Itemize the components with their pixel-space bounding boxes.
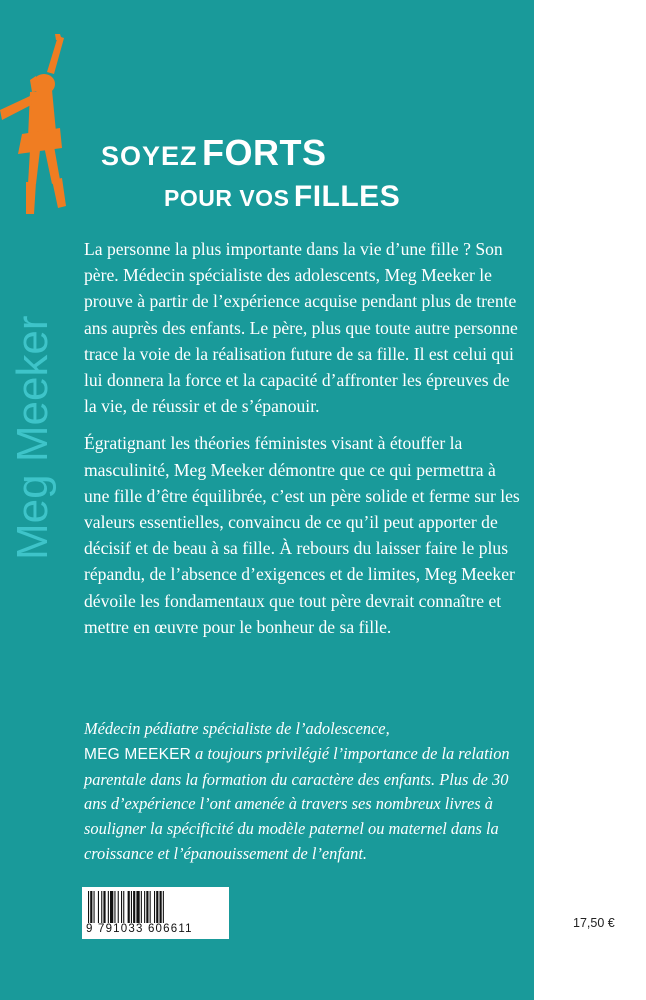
barcode-bar (141, 891, 142, 923)
jumping-girl-illustration (0, 34, 80, 214)
barcode-bar (101, 891, 102, 923)
barcode-bar (156, 891, 158, 923)
barcode-bar (154, 891, 155, 923)
barcode-bar (118, 891, 119, 923)
title-word-forts: FORTS (201, 132, 327, 173)
title-word-soyez: SOYEZ (101, 141, 198, 171)
bio-author-name: MEG MEEKER (84, 745, 192, 763)
bio-intro: Médecin pédiatre spécialiste de l’adolescence, (84, 719, 390, 738)
barcode-bar (136, 891, 139, 923)
price-label: 17,50 € (573, 916, 615, 930)
isbn-number: 9 791033 606611 (86, 923, 193, 935)
title-word-filles: FILLES (293, 180, 401, 213)
title-line-1 (101, 132, 326, 174)
blurb-paragraph-1: La personne la plus importante dans la vie d’une fille ? Son père. Médecin spécialiste des adolescents, Meg Meeker le prouve à partir de l’expérience acquise pendant plus de trente ans auprès des enfants. Le père, plus que toute autre personne trace la voie de la réalisation future de sa fille. Il est celui qui lui donnera la force et la capacité d’affronter les épreuves de la vie, de réussir et de s’épanouir. (84, 239, 518, 417)
blurb-paragraph-2: Égratignant les théories féministes visant à étouffer la masculinité, Meg Meeker démontre que ce qui permettra à une fille d’être équilibrée, c’est un père solide et ferme sur les valeurs essentielles, convaincu de ce qu’il peut apporter de décisif et de beau à sa fille. À rebours du laisser faire le plus répandu, de l’absence d’exigences et de limites, Meg Meeker dévoile les fondamentaux que tout père devrait connaître et mettre en œuvre pour le bonheur de sa fille. (84, 433, 520, 637)
title-words-pour-vos: POUR VOS (164, 185, 290, 211)
barcode-bar (133, 891, 135, 923)
price-area (534, 0, 646, 1000)
blurb (84, 236, 520, 640)
spine-author-name: Meg Meeker (8, 315, 57, 560)
barcode-bar (121, 891, 122, 923)
bio-text: a toujours privilégié l’importance de la relation parentale dans la formation du caractère des enfants. Plus de 30 ans d’expérience l’ont amenée à travers ses nombreux livres à souligner la spécificité du modèle paternel ou maternel dans la croissance et l’épanouissement de l’enfant. (84, 743, 510, 863)
title-line-2 (164, 180, 400, 214)
barcode-bar (90, 891, 92, 923)
barcode-bar (114, 891, 115, 923)
barcode-bars (88, 891, 224, 923)
author-bio (84, 717, 520, 867)
barcode-bar (123, 891, 124, 923)
barcode-bar (146, 891, 148, 923)
barcode-bar (160, 891, 162, 923)
barcode-bar (98, 891, 99, 923)
barcode-bar (110, 891, 113, 923)
barcode-bar (108, 891, 109, 923)
barcode-bar (144, 891, 145, 923)
isbn-barcode (82, 887, 229, 939)
barcode-bar (103, 891, 105, 923)
barcode-bar (94, 891, 95, 923)
barcode-bar (128, 891, 130, 923)
barcode-bar (88, 891, 89, 923)
barcode-bar (163, 891, 164, 923)
spine-author-area (8, 250, 64, 560)
barcode-bar (150, 891, 151, 923)
barcode-bar (131, 891, 132, 923)
